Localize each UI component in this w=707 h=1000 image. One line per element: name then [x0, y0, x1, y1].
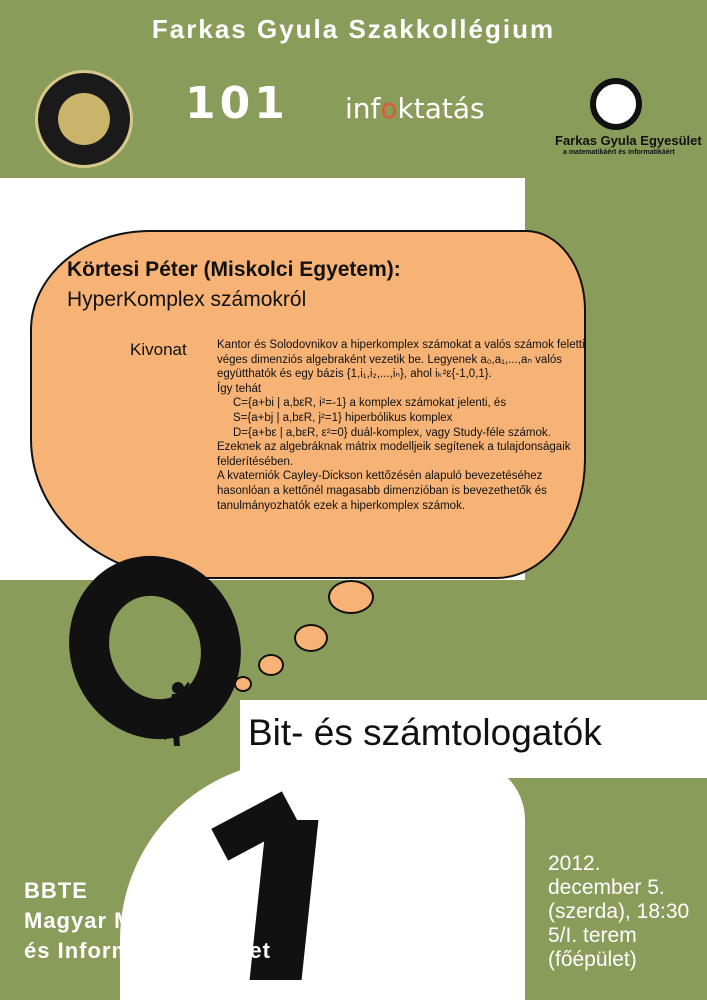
institute-block [24, 876, 271, 966]
university-seal-icon [35, 70, 133, 168]
abstract-text [217, 338, 585, 513]
abstract-line: S={a+bj | a,bεR, j²=1} hiperbólikus komplex [233, 411, 453, 424]
logo-101: 101 [185, 78, 289, 129]
event-line: 2012. [548, 852, 601, 875]
abstract-line: Ezeknek az algebráknak mátrix modelljeik segítenek a tulajdonságaik [217, 441, 571, 454]
thought-bubble [258, 654, 284, 676]
infooktatas-logo: infoktatás [345, 92, 485, 125]
abstract-line: együtthatók és egy bázis {1,i₁,i₂,...,iₙ}, ahol iₖ²ε{-1,0,1}. [217, 368, 492, 381]
event-details [548, 852, 689, 972]
institute-line: Magyar Matematika [24, 908, 244, 933]
abstract-line: véges dimenziós algebraként vezetik be. Legyenek a₀,a₁,...,aₙ valós [217, 353, 563, 366]
thought-bubble [328, 580, 374, 614]
event-line: (főépület) [548, 948, 637, 971]
abstract-line: hasonlóan a kettőnél magasabb dimenzióban is bevezethetők és [217, 484, 547, 497]
fgy-logo-icon [590, 78, 642, 130]
header-title: Farkas Gyula Szakkollégium [151, 14, 556, 44]
talk-title: HyperKomplex számokról [67, 288, 307, 311]
abstract-label: Kivonat [130, 340, 187, 359]
climber-icon [160, 680, 190, 750]
abstract-line: Kantor és Solodovnikov a hiperkomplex számokat a valós számok feletti [217, 339, 585, 351]
fgy-name: Farkas Gyula Egyesület [555, 133, 702, 148]
abstract-line: D={a+bε | a,bεR, ε²=0} duál-komplex, vagy Study-féle számok. [233, 426, 551, 439]
event-line: december 5. [548, 876, 665, 899]
speaker-name: Körtesi Péter (Miskolci Egyetem): [67, 258, 401, 281]
abstract-line: felderítésében. [217, 455, 294, 468]
fgy-subtitle: a matematikáért és informatikáért [563, 149, 675, 156]
thought-bubble [294, 624, 328, 652]
abstract-line: A kvaterniók Cayley-Dickson kettőzésén alapuló bevezetéséhez [217, 470, 543, 483]
event-line: 5/I. terem [548, 924, 637, 947]
abstract-line: Így tehát [217, 382, 262, 395]
event-line: (szerda), 18:30 [548, 900, 690, 923]
abstract-line: C={a+bi | a,bεR, i²=-1} a komplex számokat jelenti, és [233, 397, 507, 410]
institute-line: és Informatika Intézet [24, 938, 271, 963]
institute-line: BBTE [24, 878, 88, 903]
abstract-line: tanulmányozhatók ezek a hiperkomplex számok. [217, 499, 466, 512]
tagline: Bit- és számtologatók [248, 712, 602, 753]
